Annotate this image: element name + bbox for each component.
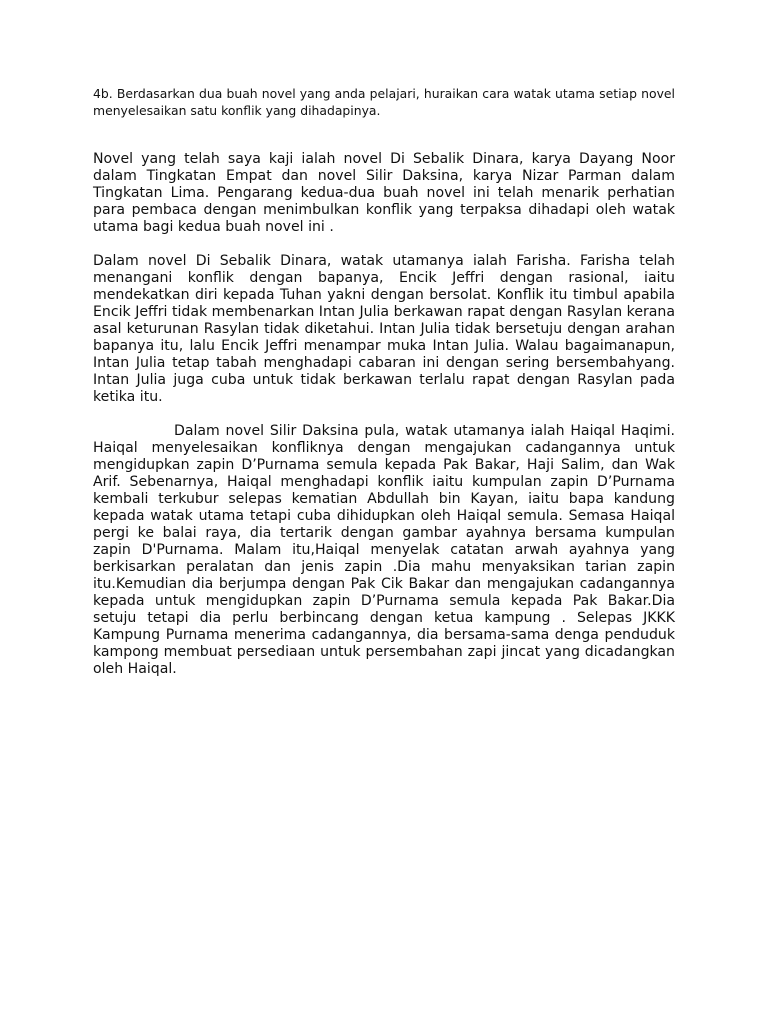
paragraph-silir-daksina [93,423,675,678]
paragraph-silir-daksina-text: Dalam novel Silir Daksina pula, watak utamanya ialah Haiqal Haqimi. Haiqal menyelesaikan konfliknya dengan mengajukan cadangannya untuk mengidupkan zapin D’Purnama semula kepada Pak Bakar, Haji Salim, dan Wak Arif. Sebenarnya, Haiqal menghadapi konflik iaitu kumpulan zapin D’Purnama kembali terkubur selepas kematian Abdullah bin Kayan, iaitu bapa kandung kepada watak utama tetapi cuba dihidupkan oleh Haiqal semula. Semasa Haiqal pergi ke balai raya, dia tertarik dengan gambar ayahnya bersama kumpulan zapin D'Purnama. Malam itu,Haiqal menyelak catatan arwah ayahnya yang berkisarkan peralatan dan jenis zapin .Dia mahu menyaksikan tarian zapin itu.Kemudian dia berjumpa dengan Pak Cik Bakar dan mengajukan cadangannya kepada untuk mengidupkan zapin D’Purnama semula kepada Pak Bakar.Dia setuju tetapi dia perlu berbincang dengan ketua kampung . Selepas JKKK Kampung Purnama menerima cadangannya, dia bersama-sama denga penduduk kampong membuat persediaan untuk persembahan zapi jincat yang dicadangkan oleh Haiqal. [93,423,675,677]
paragraph-di-sebalik-dinara: Dalam novel Di Sebalik Dinara, watak utamanya ialah Farisha. Farisha telah menangani konflik dengan bapanya, Encik Jeffri dengan rasional, iaitu mendekatkan diri kepada Tuhan yakni dengan bersolat. Konflik itu timbul apabila Encik Jeffri tidak membenarkan Intan Julia berkawan rapat dengan Rasylan kerana asal keturunan Rasylan tidak diketahui. Intan Julia tidak bersetuju dengan arahan bapanya itu, lalu Encik Jeffri menampar muka Intan Julia. Walau bagaimanapun, Intan Julia tetap tabah menghadapi cabaran ini dengan sering bersembahyang. Intan Julia juga cuba untuk tidak berkawan terlalu rapat dengan Rasylan pada ketika itu. [93,253,675,405]
question-text: 4b. Berdasarkan dua buah novel yang anda pelajari, huraikan cara watak utama setiap novel menyelesaikan satu konflik yang dihadapinya. [93,86,675,118]
document-page [93,85,675,695]
paragraph-introduction: Novel yang telah saya kaji ialah novel Di Sebalik Dinara, karya Dayang Noor dalam Tingkatan Empat dan novel Silir Daksina, karya Nizar Parman dalam Tingkatan Lima. Pengarang kedua-dua buah novel ini telah menarik perhatian para pembaca dengan menimbulkan konflik yang terpaksa dihadapi oleh watak utama bagi kedua buah novel ini . [93,151,675,235]
